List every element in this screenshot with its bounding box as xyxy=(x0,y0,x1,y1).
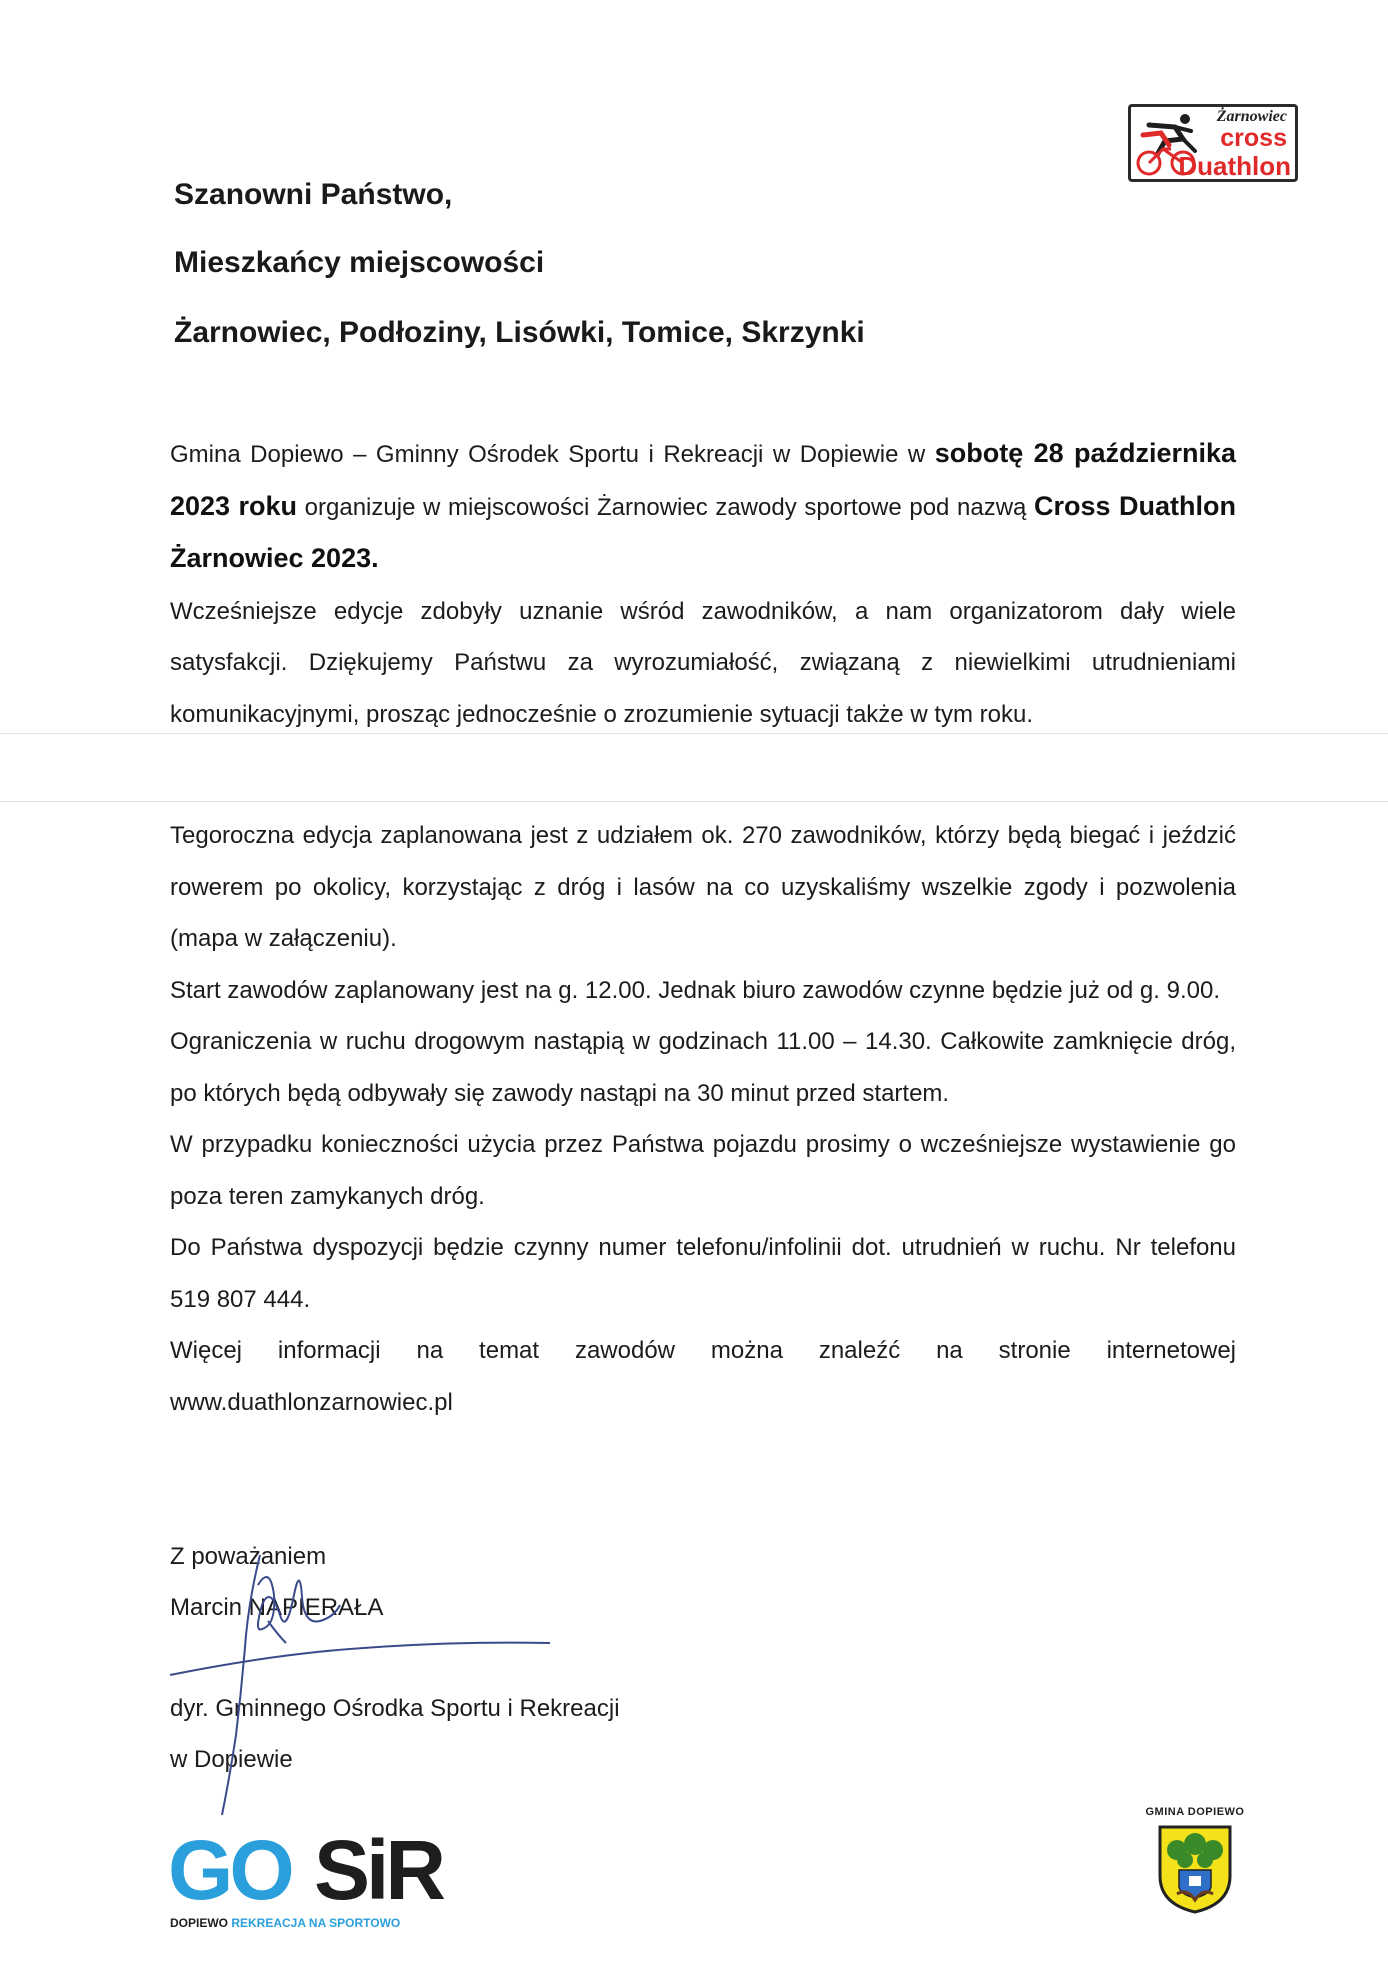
signer-title-2: w Dopiewie xyxy=(170,1746,293,1773)
gosir-tagline xyxy=(170,1916,400,1930)
paragraph-vehicles: W przypadku konieczności użycia przez Państwa pojazdu prosimy o wcześniejsze wystawienie go poza teren zamykanych dróg. xyxy=(170,1131,1236,1210)
handwritten-signature xyxy=(150,1525,570,1825)
salutation-line-2: Mieszkańcy miejscowości xyxy=(174,246,545,279)
event-name: Cross Duathlon Żarnowiec 2023. xyxy=(170,490,1237,573)
paragraph-start-time: Start zawodów zaplanowany jest na g. 12.00. Jednak biuro zawodów czynne będzie już od g. 9.00. xyxy=(170,976,1220,1004)
event-date: sobotę 28 października 2023 roku xyxy=(170,438,1236,521)
intro-text-2: organizuje w miejscowości Żarnowiec zawody sportowe pod nazwą xyxy=(297,493,1035,521)
gmina-dopiewo-crest xyxy=(1130,1806,1260,1914)
logo-line-duathlon: Duathlon xyxy=(1178,151,1291,181)
signer-name: Marcin NAPIERAŁA xyxy=(170,1594,384,1621)
gosir-tagline-dopiewo: DOPIEWO xyxy=(170,1916,232,1930)
salutation-line-3: Żarnowiec, Podłoziny, Lisówki, Tomice, Skrzynki xyxy=(174,316,865,349)
gosir-logo-sir: SiR xyxy=(314,1823,443,1917)
gmina-name: GMINA DOPIEWO xyxy=(1145,1806,1245,1818)
paragraph-event-intro xyxy=(170,428,1236,586)
letter-body-details xyxy=(170,810,1236,1428)
letter-body-intro xyxy=(170,428,1236,740)
paragraph-website: Więcej informacji na temat zawodów można znaleźć na stronie internetowej www.duathlonzarnowiec.pl xyxy=(170,1337,1236,1416)
paragraph-thanks: Wcześniejsze edycje zdobyły uznanie wśród zawodników, a nam organizatorom dały wiele satysfakcji. Dziękujemy Państwu za wyrozumiałość, związaną z niewielkimi utrudnieniami komunikacyjnymi, prosząc jednocześnie o zrozumienie sytuacji także w tym roku. xyxy=(170,597,1236,728)
logo-line-zarnowiec: Żarnowiec xyxy=(1216,108,1287,125)
closing: Z poważaniem xyxy=(170,1543,327,1570)
coat-of-arms-icon xyxy=(1157,1824,1233,1914)
gosir-tagline-slogan: REKREACJA NA SPORTOWO xyxy=(231,1916,401,1930)
gosir-logo xyxy=(168,1823,468,1940)
scan-line xyxy=(0,801,1388,802)
paragraph-traffic-restrictions: Ograniczenia w ruchu drogowym nastąpią w godzinach 11.00 – 14.30. Całkowite zamknięcie dróg, po których będą odbywały się zawody nastąpi na 30 minut przed startem. xyxy=(170,1028,1236,1107)
signer-title-1: dyr. Gminnego Ośrodka Sportu i Rekreacji xyxy=(170,1695,620,1722)
paragraph-hotline: Do Państwa dyspozycji będzie czynny numer telefonu/infolinii dot. utrudnień w ruchu. Nr telefonu 519 807 444. xyxy=(170,1234,1236,1313)
intro-text-1: Gmina Dopiewo – Gminny Ośrodek Sportu i Rekreacji w Dopiewie w xyxy=(170,441,935,468)
gosir-logo-go: GO xyxy=(168,1823,291,1917)
paragraph-participants: Tegoroczna edycja zaplanowana jest z udziałem ok. 270 zawodników, którzy będą biegać i jeździć rowerem po okolicy, korzystając z dróg i lasów na co uzyskaliśmy wszelkie zgody i pozwolenia (mapa w załączeniu). xyxy=(170,822,1236,952)
salutation-line-1: Szanowni Państwo, xyxy=(174,178,453,211)
logo-line-cross: cross xyxy=(1220,124,1287,152)
cross-duathlon-logo xyxy=(1128,104,1298,182)
